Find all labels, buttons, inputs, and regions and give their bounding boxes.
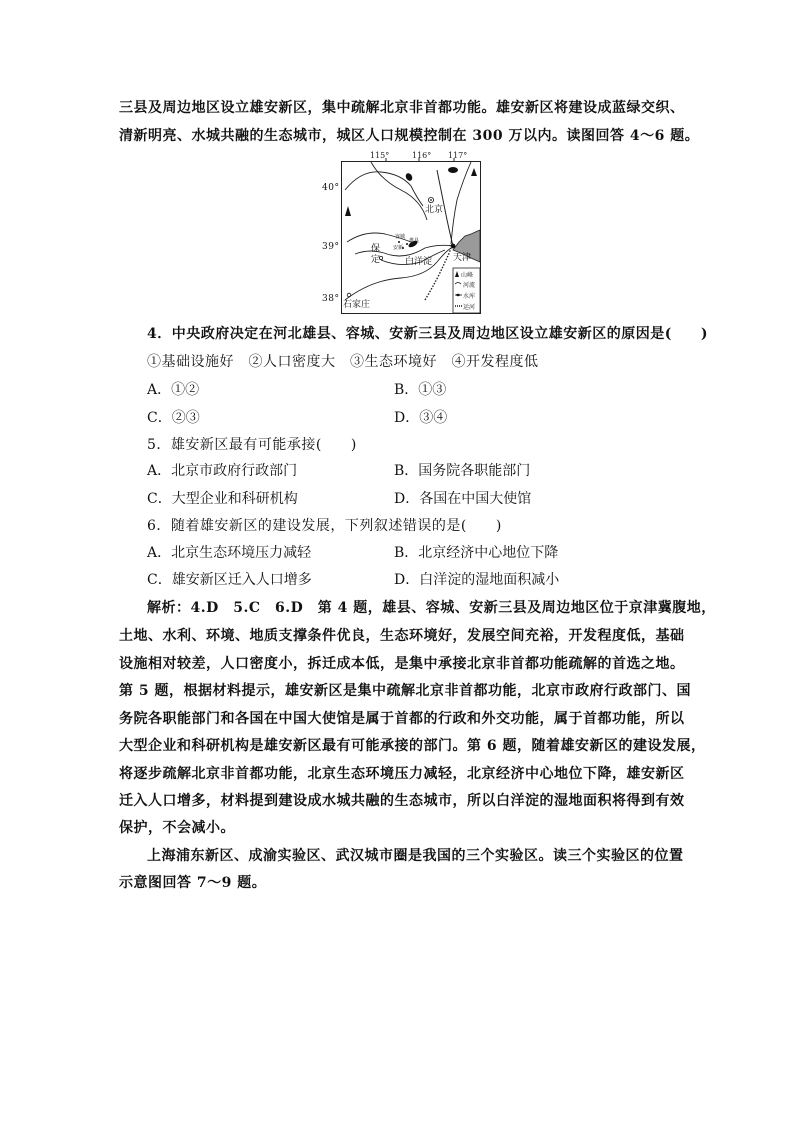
place-rongcheng: 容城 [395, 234, 406, 240]
lat-label-40: 40° [322, 183, 340, 193]
analysis-line-4: 第 5 题，根据材料提示，雄安新区是集中疏解北京非首都功能，北京市政府行政部门、国 [119, 683, 691, 699]
q5-option-c: C．大型企业和科研机构 [147, 491, 298, 507]
analysis-line-3: 设施相对较差，人口密度小，拆迁成本低，是集中承接北京非首都功能疏解的首选之地。 [119, 656, 685, 672]
lat-label-38: 38° [322, 294, 340, 304]
analysis-line-2: 土地、水利、环境、地质支撑条件优良，生态环境好，发展空间充裕，开发程度低，基础 [119, 628, 685, 644]
place-baoding-2: 定 [371, 255, 381, 265]
legend-reservoir: 水库 [463, 293, 476, 300]
q6-option-b: B．北京经济中心地位下降 [394, 545, 559, 561]
analysis-line-9: 保护，不会减小。 [119, 820, 235, 836]
lon-label-117: 117° [448, 151, 468, 160]
place-shijiazhuang: 石家庄 [343, 300, 371, 310]
intro-line-2: 清新明亮、水城共融的生态城市，城区人口规模控制在 300 万以内。读图回答 4～6 题。 [119, 128, 700, 144]
place-baiyangdian: 白洋淀 [405, 257, 433, 267]
q5-option-b: B．国务院各职能部门 [394, 463, 531, 479]
place-baoding-1: 保 [371, 244, 381, 254]
place-anxin: 安新 [393, 245, 404, 251]
q6-option-c: C．雄安新区迁入人口增多 [147, 572, 312, 588]
intro-line-1: 三县及周边地区设立雄安新区，集中疏解北京非首都功能。雄安新区将建设成蓝绿交织、 [119, 100, 685, 116]
xiongan-location-map [341, 150, 481, 314]
q5-stem: 5．雄安新区最有可能承接( ) [147, 437, 357, 453]
q6-option-a: A．北京生态环境压力减轻 [147, 545, 312, 561]
lat-label-39: 39° [322, 242, 340, 252]
analysis-line-7: 将逐步疏解北京非首都功能，北京生态环境压力减轻，北京经济中心地位下降，雄安新区 [119, 766, 685, 782]
lon-label-116: 116° [412, 151, 432, 160]
q4-option-d: D．③④ [394, 410, 448, 426]
analysis-line-6: 大型企业和科研机构是雄安新区最有可能承接的部门。第 6 题，随着雄安新区的建设发展， [119, 738, 706, 754]
legend-peak: 山峰 [461, 272, 474, 279]
next-intro-line-1: 上海浦东新区、成渝实验区、武汉城市圈是我国的三个实验区。读三个实验区的位置 [147, 848, 684, 864]
q6-stem: 6．随着雄安新区的建设发展，下列叙述错误的是( ) [147, 518, 502, 534]
legend-river: 河流 [463, 282, 476, 289]
q5-option-a: A．北京市政府行政部门 [147, 463, 298, 479]
q4-items: ①基础设施好 ②人口密度大 ③生态环境好 ④开发程度低 [147, 354, 539, 370]
place-tianjin: 天津 [453, 253, 472, 263]
analysis-line-5: 务院各职能部门和各国在中国大使馆是属于首都的行政和外交功能，属于首都功能，所以 [119, 711, 685, 727]
q6-option-d: D．白洋淀的湿地面积减小 [394, 572, 560, 588]
analysis-line-1: 解析：4.D 5.C 6.D 第 4 题，雄县、容城、安新三县及周边地区位于京津冀腹地， [147, 600, 716, 616]
q4-stem: 4．中央政府决定在河北雄县、容城、安新三县及周边地区设立雄安新区的原因是( ) [147, 326, 708, 342]
place-xiongxian: 雄县 [409, 238, 420, 244]
analysis-line-8: 迁入人口增多，材料提到建设成水城共融的生态城市，所以白洋淀的湿地面积将得到有效 [119, 793, 685, 809]
lon-label-115: 115° [370, 151, 390, 160]
q4-option-c: C．②③ [147, 410, 200, 426]
q5-option-d: D．各国在中国大使馆 [394, 491, 532, 507]
q4-option-b: B．①③ [394, 382, 447, 398]
legend-canal: 运河 [463, 304, 476, 311]
next-intro-line-2: 示意图回答 7～9 题。 [119, 875, 267, 891]
place-beijing: 北京 [425, 205, 444, 215]
q4-option-a: A．①② [147, 382, 200, 398]
